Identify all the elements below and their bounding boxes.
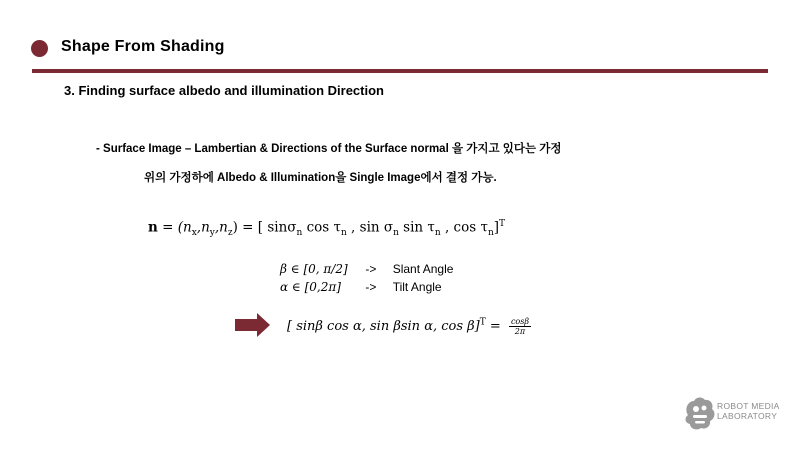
normal-vector-equation [148,219,505,238]
lab-name-line2: LABORATORY [717,411,778,421]
eq-sep-0: = [162,219,178,236]
eq-sub-n3: n [393,228,399,239]
slant-angle-arrow: -> [365,262,377,276]
slant-angle-expr: β ∈ [0, π/2] [280,262,348,276]
section-heading: 3. Finding surface albedo and illumination Direction [64,83,384,98]
slant-angle-label: Slant Angle [392,262,454,276]
eq-part-sep1: ,n [196,219,210,236]
title-bullet-dot [31,40,48,57]
eq-part-p2: , sin σ [346,219,394,236]
bullet-line-2: 위의 가정하에 Albedo & Illumination을 Single Image에서 결정 가능. [144,172,497,184]
result-fraction [509,317,531,336]
result-equals: = [489,319,501,334]
eq-part-p5: ] [493,219,500,236]
result-sup-T: T [479,317,486,328]
eq-sub-n4: n [434,228,441,239]
eq-sub-n2: n [340,228,347,239]
eq-sub-n1: n [296,228,303,239]
eq-part-p1: cos τ [302,219,341,236]
eq-sup-T: T [499,219,506,229]
eq-sub-x: x [191,228,197,239]
right-arrow-icon [235,313,271,337]
result-expr: [ sinβ cos α, sin βsin α, cos β] [287,319,480,334]
tilt-angle-row [280,280,442,294]
fraction-denominator: 2π [514,327,526,336]
lab-name-line1: ROBOT MEDIA [717,401,780,411]
result-equation [287,317,531,336]
lab-name [717,401,780,421]
eq-part-mid: (n [177,219,192,236]
eq-part-p3: sin τ [398,219,435,236]
slant-angle-row [280,262,453,276]
tilt-angle-label: Tilt Angle [392,280,442,294]
bullet-line-1: - Surface Image – Lambertian & Directions of the Surface normal 을 가지고 있다는 가정 [96,143,562,155]
slide-title: Shape From Shading [61,38,225,55]
eq-sub-z: z [227,228,233,239]
eq-part-sep2: ,n [214,219,228,236]
robot-media-lab-logo-icon [682,393,718,433]
eq-lhs: n [148,219,158,236]
tilt-angle-expr: α ∈ [0,2π] [280,280,341,294]
eq-part-close: ) = [ sinσ [232,219,297,236]
title-underline [32,69,768,73]
eq-sub-n5: n [487,228,494,239]
eq-sub-y: y [209,228,215,239]
tilt-angle-arrow: -> [365,280,377,294]
fraction-numerator: cosβ [510,317,529,326]
eq-part-p4: , cos τ [440,219,488,236]
